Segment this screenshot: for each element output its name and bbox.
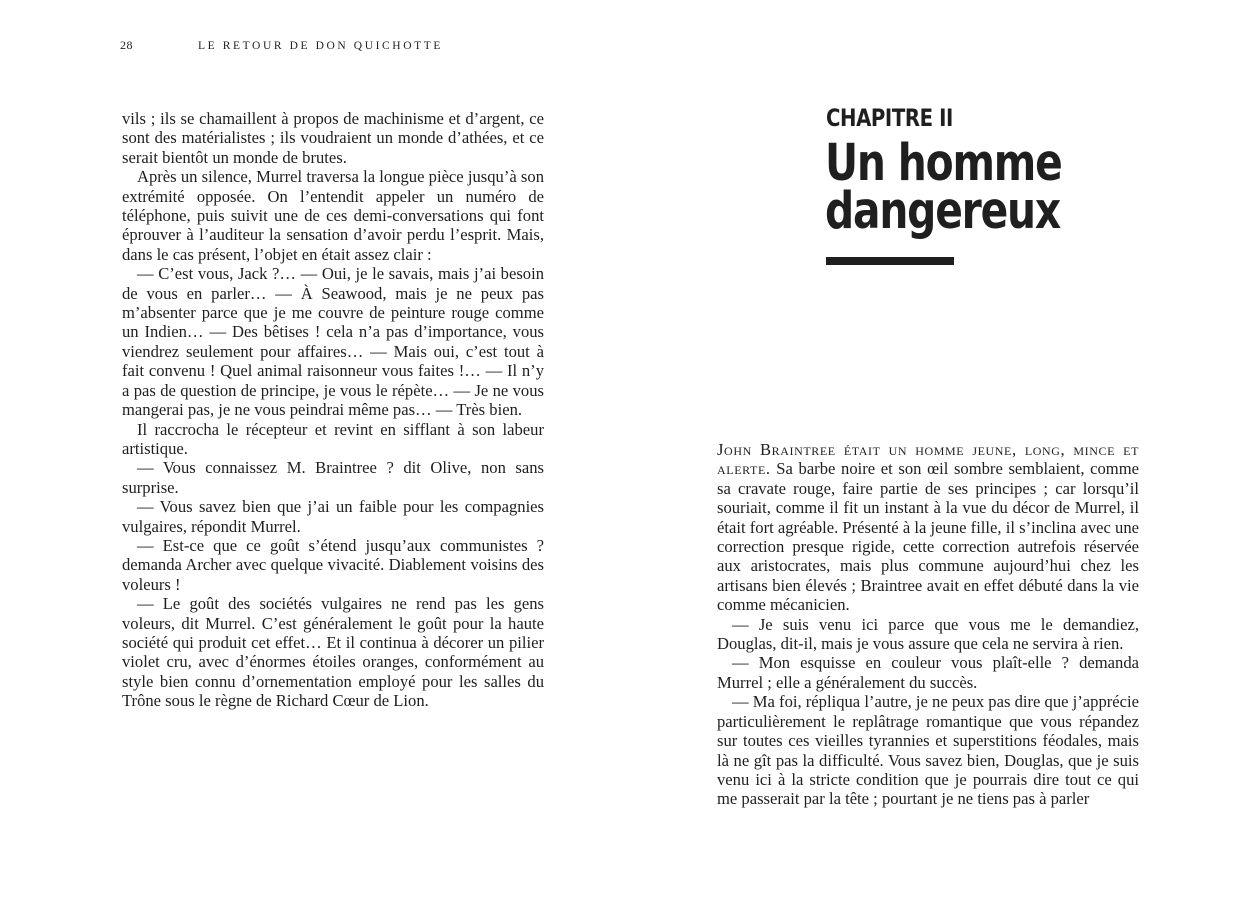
paragraph: — Ma foi, répliqua l’autre, je ne peux pas dire que j’apprécie particulièrement le replâtrage romantique que vous répandez sur toutes ces vieilles tyrannies et superstitions féodales, mais là ne gît pas la difficulté. Vous savez bien, Douglas, que je suis venu ici à la stricte condition que je pourrais dire tout ce qui me passerait par la tête ; pourtant je ne tiens pas à parler xyxy=(717,692,1139,809)
opening-paragraph xyxy=(717,440,1139,615)
chapter-label: CHAPITRE II xyxy=(826,104,953,132)
opening-rest: Sa barbe noire et son œil sombre semblaient, comme sa cravate rouge, faire partie de ses principes ; car lorsqu’il souriait, comme il fit un instant à la vue du décor de Murrel, il était fort agréable. Présenté à la jeune fille, il s’inclina avec une correction presque rigide, cette correction autrefois réservée aux aristocrates, mais plus commune aujourd’hui chez les artisans bien élevés ; Braintree avait en effet débuté dans la vie comme mécanicien. xyxy=(717,459,1139,615)
paragraph: — Est-ce que ce goût s’étend jusqu’aux communistes ? demanda Archer avec quelque vivacité. Diablement voisins des voleurs ! xyxy=(122,535,544,594)
paragraph: — Vous connaissez M. Braintree ? dit Olive, non sans surprise. xyxy=(122,458,544,497)
running-title: LE RETOUR DE DON QUICHOTTE xyxy=(198,40,443,52)
right-page xyxy=(630,0,1260,921)
page-number: 28 xyxy=(120,38,133,52)
paragraph: vils ; ils se chamaillent à propos de machinisme et d’argent, ce sont des matérialistes ; ils voudraient un monde d’athées, et ce serait bientôt un monde de brutes. xyxy=(122,109,544,167)
opening-smallcaps: John Braintree était un homme jeune, long, mince et alerte. xyxy=(717,440,1139,479)
chapter-title: Un homme dangereux xyxy=(825,134,1062,241)
paragraph: — Vous savez bien que j’ai un faible pour les compagnies vulgaires, répondit Murrel. xyxy=(122,497,544,536)
right-body-text xyxy=(717,440,1139,809)
paragraph: — C’est vous, Jack ?… — Oui, je le savais, mais j’ai besoin de vous en parler… — À Seawood, mais je ne peux pas m’absenter parce que je me couvre de peinture rouge comme un Indien… — Des bêtises ! cela n’a pas d’importance, vous viendrez seulement pour affaires… — Mais oui, c’est tout à fait convenu ! Quel animal raisonneur vous faites !… — Il n’y a pas de question de principe, je vous le répète… — Je ne vous mangerai pas, je ne vous peindrai même pas… — Très bien. xyxy=(122,264,544,420)
paragraph: Il raccrocha le récepteur et revint en sifflant à son labeur artistique. xyxy=(122,419,544,458)
paragraph: Après un silence, Murrel traversa la longue pièce jusqu’à son extrémité opposée. On l’entendit appeler un numéro de téléphone, puis suivit une de ces demi-conversations qui font éprouver à l’auditeur la sensation d’avoir perdu l’esprit. Mais, dans le cas présent, l’objet en était assez clair : xyxy=(122,167,544,264)
running-head xyxy=(120,38,443,53)
paragraph: — Le goût des sociétés vulgaires ne rend pas les gens voleurs, dit Murrel. C’est généralement le goût pour la haute société qui produit cet effet… Et il continua à décorer un pilier violet cru, avec d’énormes étoiles oranges, conformément au style bien connu d’ornementation employé pour les salles du Trône sous le règne de Richard Cœur de Lion. xyxy=(122,594,544,711)
paragraph: — Je suis venu ici parce que vous me le demandiez, Douglas, dit-il, mais je vous assure que cela ne servira à rien. xyxy=(717,614,1139,654)
paragraph: — Mon esquisse en couleur vous plaît-elle ? demanda Murrel ; elle a généralement du succès. xyxy=(717,653,1139,692)
left-body-text xyxy=(122,109,544,711)
chapter-rule xyxy=(826,257,954,265)
